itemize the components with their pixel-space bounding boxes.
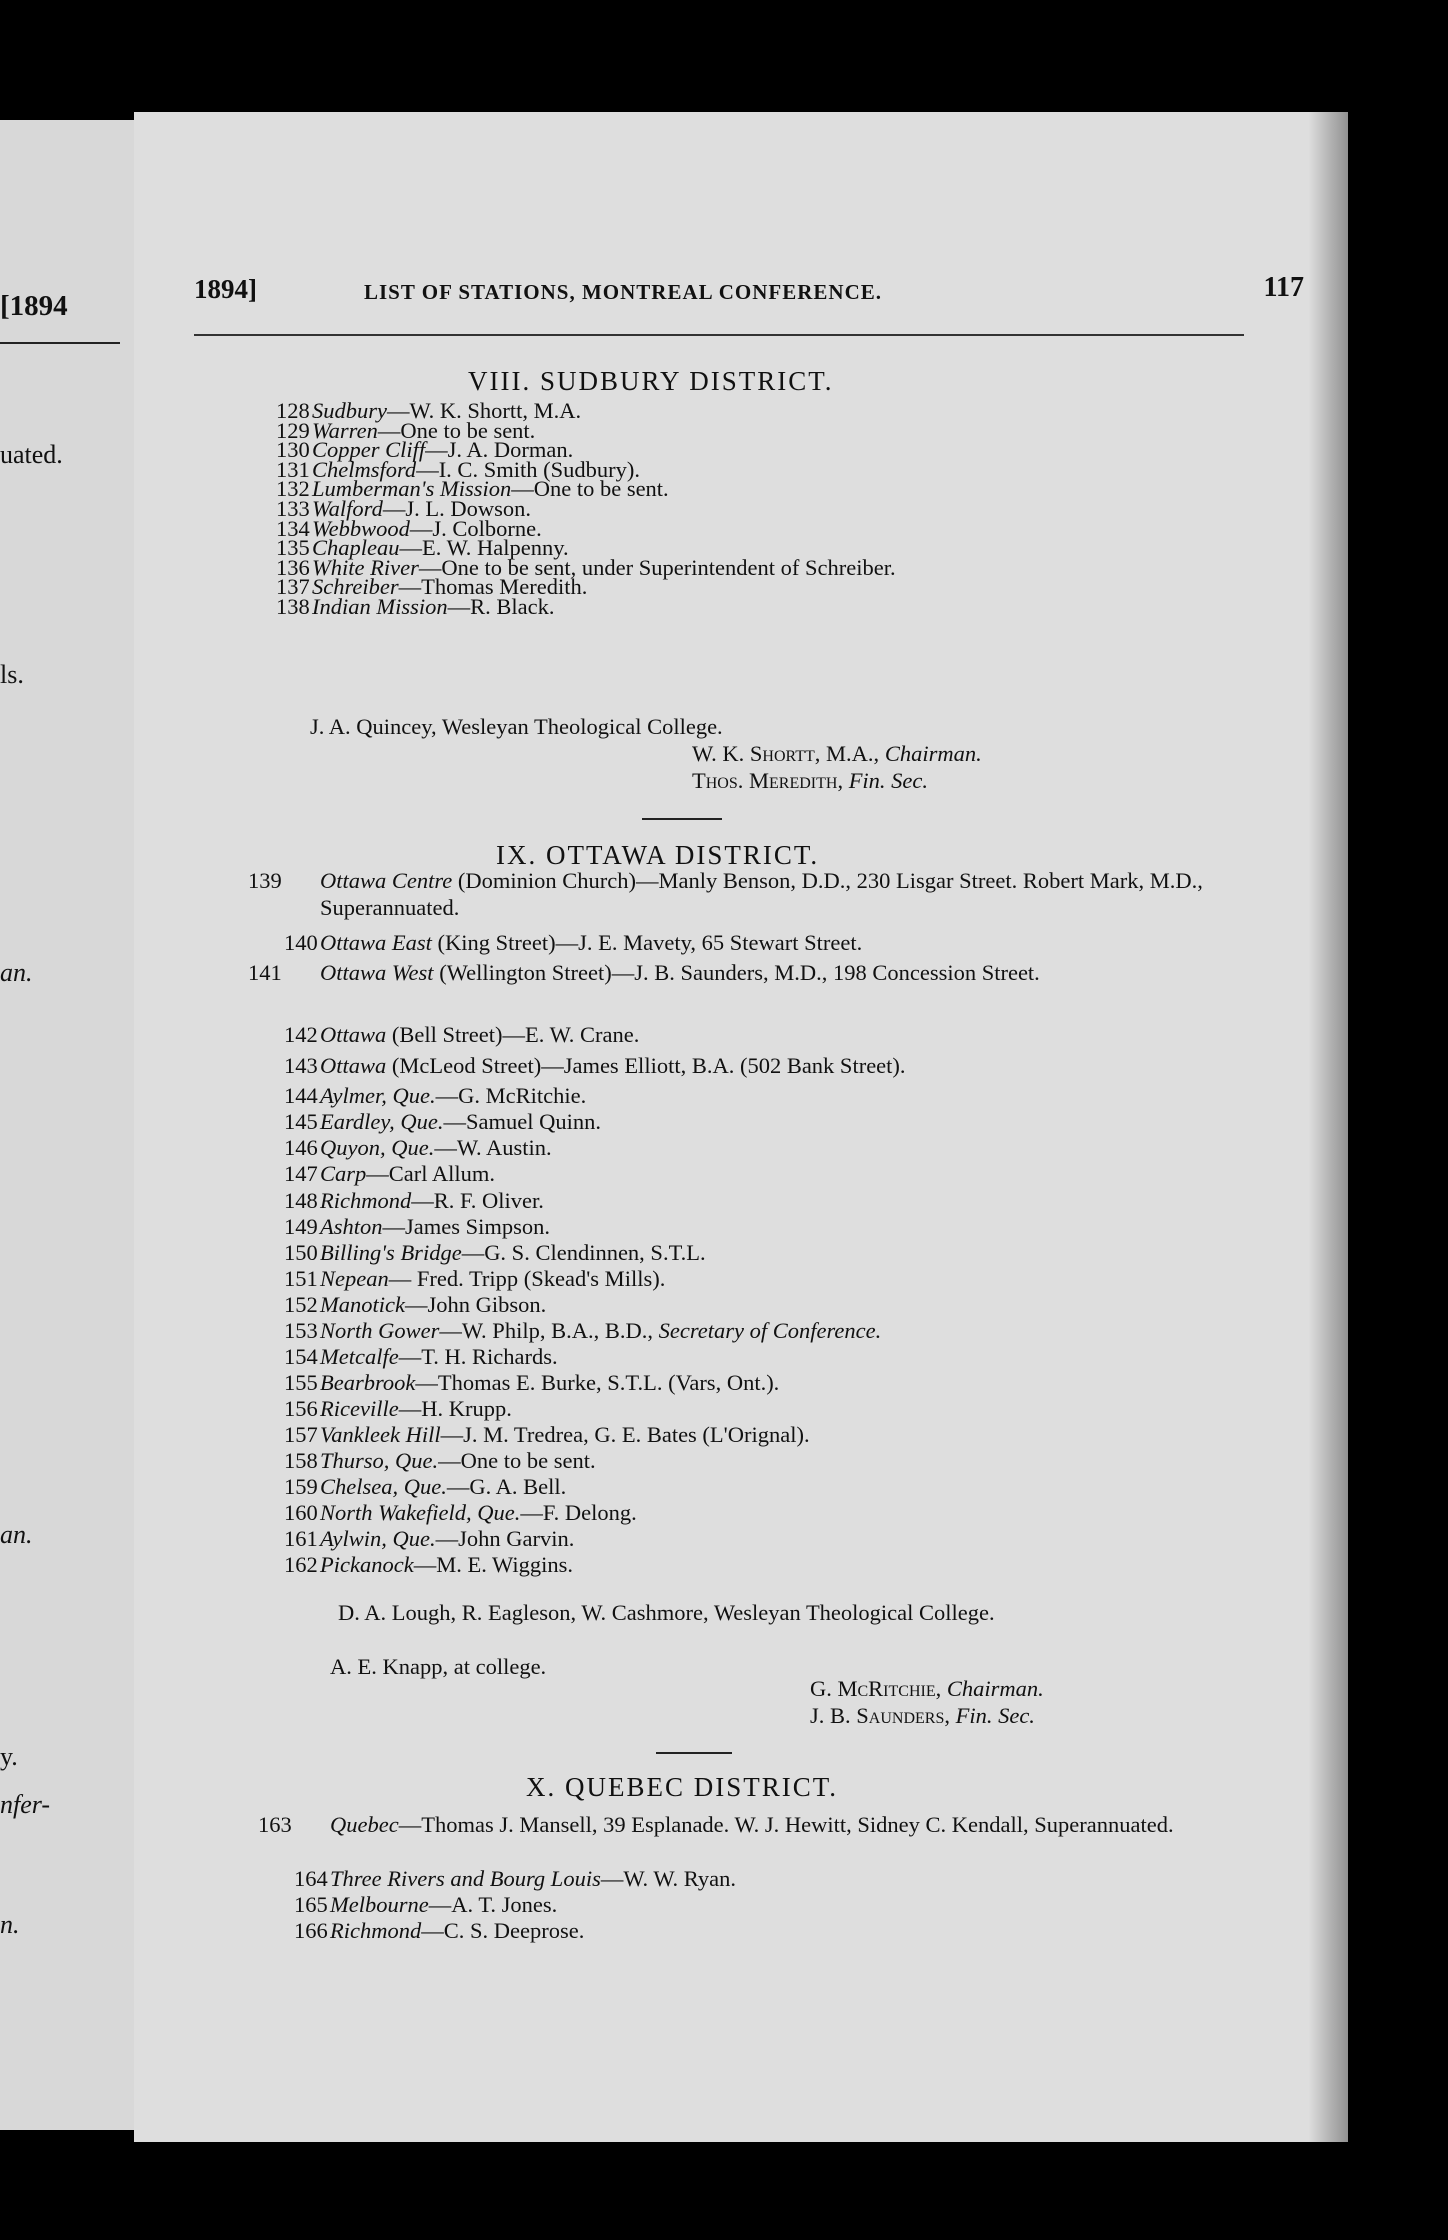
station-place: Webbwood <box>312 515 410 541</box>
station-number: 146 <box>284 1135 318 1160</box>
station-appointment: —G. McRitchie. <box>435 1083 587 1108</box>
station-entry <box>284 1474 566 1501</box>
facing-page-fragment: an. <box>0 958 33 987</box>
station-place: Chelmsford <box>312 456 417 482</box>
station-number: 135 <box>276 535 310 561</box>
station-entry <box>284 1318 881 1345</box>
station-place: Schreiber <box>312 574 399 600</box>
station-place: Walford <box>312 496 383 521</box>
district-chairman: W. K. Shortt, M.A., Chairman. <box>692 741 982 766</box>
station-place: White River <box>312 554 419 580</box>
station-number: 163 <box>258 1812 292 1837</box>
station-appointment: —Carl Allum. <box>366 1161 496 1186</box>
station-appointment: —A. T. Jones. <box>428 1892 558 1917</box>
station-entry <box>284 1266 665 1293</box>
station-appointment: —John Garvin. <box>435 1526 575 1551</box>
station-entry <box>284 1135 552 1162</box>
station-entry <box>284 1370 779 1397</box>
facing-page-rule <box>0 342 120 344</box>
station-entry <box>284 1422 810 1449</box>
station-appointment: —J. Colborne. <box>409 515 542 541</box>
station-appointment: —F. Delong. <box>520 1500 637 1525</box>
station-appointment: —Samuel Quinn. <box>443 1109 602 1134</box>
station-place: Eardley, Que. <box>320 1109 444 1134</box>
station-place: Chapleau <box>312 535 400 561</box>
station-office: Secretary of Conference. <box>658 1318 882 1343</box>
station-entry <box>284 1292 546 1319</box>
station-place: Sudbury <box>312 398 387 423</box>
station-place: Melbourne <box>330 1892 429 1917</box>
district-financial-secretary: Thos. Meredith, Fin. Sec. <box>692 768 929 793</box>
district-staff: J. A. Quincey, Wesleyan Theological College. <box>310 714 723 739</box>
station-place: Indian Mission <box>312 594 448 619</box>
station-place: Richmond <box>330 1918 422 1943</box>
station-number: 136 <box>276 554 310 580</box>
station-place: Richmond <box>320 1188 412 1213</box>
station-appointment: —M. E. Wiggins. <box>413 1552 574 1577</box>
station-place: Riceville <box>320 1396 399 1421</box>
station-number: 133 <box>276 496 310 521</box>
station-place: Pickanock <box>320 1552 414 1577</box>
station-place: Chelsea, Que. <box>320 1474 447 1499</box>
station-number: 145 <box>284 1109 318 1134</box>
station-place: North Wakefield, Que. <box>320 1500 521 1525</box>
station-number: 144 <box>284 1083 318 1108</box>
station-appointment: —H. Krupp. <box>398 1396 512 1421</box>
station-number: 153 <box>284 1318 318 1343</box>
station-place: Three Rivers and Bourg Louis <box>330 1866 601 1891</box>
district-staff: A. E. Knapp, at college. <box>330 1654 547 1679</box>
station-entry <box>284 1109 601 1136</box>
station-place: Quyon, Que. <box>320 1135 435 1160</box>
district-heading-ottawa: IX. OTTAWA DISTRICT. <box>496 840 820 870</box>
station-entry <box>284 1240 706 1267</box>
station-appointment: (McLeod Street)—James Elliott, B.A. (502 Bank Street). <box>386 1053 906 1078</box>
station-place: Thurso, Que. <box>320 1448 439 1473</box>
district-staff: D. A. Lough, R. Eagleson, W. Cashmore, Wesleyan Theological College. <box>338 1600 995 1625</box>
station-number: 128 <box>276 398 310 423</box>
station-number: 141 <box>248 960 282 985</box>
facing-page-fragment: y. <box>0 1742 18 1771</box>
station-appointment: —W. W. Ryan. <box>600 1866 736 1891</box>
facing-page-fragment: n. <box>0 1910 20 1939</box>
station-place: Aylmer, Que. <box>320 1083 436 1108</box>
station-number: 137 <box>276 574 310 600</box>
station-appointment: —J. L. Dowson. <box>382 496 531 521</box>
station-entry <box>284 1396 512 1423</box>
station-number: 132 <box>276 476 310 502</box>
station-entry <box>294 1918 584 1945</box>
running-head-year: 1894] <box>194 274 257 304</box>
station-number: 140 <box>284 930 318 955</box>
station-appointment: —G. S. Clendinnen, S.T.L. <box>461 1240 706 1265</box>
station-place: Copper Cliff <box>312 437 426 463</box>
station-appointment: —John Gibson. <box>404 1292 547 1317</box>
station-number: 159 <box>284 1474 318 1499</box>
district-heading-sudbury: VIII. SUDBURY DISTRICT. <box>468 366 834 396</box>
station-place: Warren <box>312 417 378 443</box>
station-entry <box>284 1083 586 1110</box>
station-number: 150 <box>284 1240 318 1265</box>
station-place: North Gower <box>320 1318 440 1343</box>
district-chairman: G. McRitchie, Chairman. <box>810 1676 1044 1701</box>
station-appointment: —One to be sent, under Superintendent of Schreiber. <box>418 554 896 580</box>
station-entry <box>284 1552 573 1579</box>
station-appointment: —One to be sent. <box>511 476 669 502</box>
station-number: 161 <box>284 1526 318 1551</box>
station-place: Carp <box>320 1161 367 1186</box>
station-number: 154 <box>284 1344 318 1369</box>
running-head <box>194 274 1304 318</box>
station-appointment: —T. H. Richards. <box>398 1344 558 1369</box>
station-number: 139 <box>248 868 282 893</box>
station-entry <box>294 1892 557 1919</box>
station-place: Ashton <box>320 1214 383 1239</box>
station-place: Manotick <box>320 1292 405 1317</box>
station-place: Nepean <box>320 1266 389 1291</box>
station-number: 134 <box>276 515 310 541</box>
station-number: 148 <box>284 1188 318 1213</box>
station-appointment: —One to be sent. <box>438 1448 596 1473</box>
station-appointment: —W. Philp, B.A., B.D., <box>439 1318 659 1343</box>
station-entry <box>284 1500 637 1527</box>
station-appointment: —E. W. Halpenny. <box>399 535 569 561</box>
station-entry <box>248 868 1320 921</box>
station-entry <box>284 1188 544 1215</box>
station-number: 166 <box>294 1918 328 1943</box>
station-appointment: (Dominion Church)—Manly Benson, D.D., 230 Lisgar Street. Robert Mark, M.D., Superannuated. <box>320 868 1203 920</box>
station-appointment: —One to be sent. <box>377 417 536 443</box>
district-heading-quebec: X. QUEBEC DISTRICT. <box>526 1772 838 1802</box>
station-number: 165 <box>294 1892 328 1917</box>
station-number: 131 <box>276 456 310 482</box>
station-appointment: —C. S. Deeprose. <box>421 1918 585 1943</box>
facing-page-fragment: ls. <box>0 660 24 689</box>
station-number: 138 <box>276 594 310 619</box>
station-place: Ottawa Centre <box>320 868 453 893</box>
station-entry <box>284 1053 906 1080</box>
station-place: Billing's Bridge <box>320 1240 462 1265</box>
station-place: Metcalfe <box>320 1344 399 1369</box>
station-appointment: —G. A. Bell. <box>446 1474 567 1499</box>
page-number: 117 <box>1263 272 1304 303</box>
station-appointment: (Bell Street)—E. W. Crane. <box>386 1022 640 1047</box>
station-place: Ottawa West <box>320 960 434 985</box>
station-number: 155 <box>284 1370 318 1395</box>
station-number: 130 <box>276 437 310 463</box>
station-appointment: (King Street)—J. E. Mavety, 65 Stewart Street. <box>431 930 863 955</box>
book-page <box>134 112 1348 2142</box>
station-place: Quebec <box>330 1812 399 1837</box>
station-entry <box>284 1022 639 1049</box>
facing-page-fragment: uated. <box>0 440 63 469</box>
facing-page-fragment: [1894 <box>0 290 68 322</box>
station-number: 160 <box>284 1500 318 1525</box>
station-appointment: —Thomas J. Mansell, 39 Esplanade. W. J. Hewitt, Sidney C. Kendall, Superannuated. <box>398 1812 1174 1837</box>
station-number: 164 <box>294 1866 328 1891</box>
station-number: 157 <box>284 1422 318 1447</box>
station-entry <box>284 930 862 957</box>
station-number: 162 <box>284 1552 318 1577</box>
header-rule <box>194 334 1244 336</box>
facing-page-fragment: an. <box>0 1520 33 1549</box>
station-entry <box>294 1866 736 1893</box>
station-number: 143 <box>284 1053 318 1078</box>
section-separator <box>642 818 722 820</box>
station-place: Ottawa East <box>320 930 432 955</box>
section-separator <box>656 1752 732 1754</box>
facing-page-fragment: nfer- <box>0 1790 51 1819</box>
station-entry <box>284 1526 574 1553</box>
station-place: Ottawa <box>320 1053 387 1078</box>
station-entry <box>258 1812 1320 1839</box>
station-number: 156 <box>284 1396 318 1421</box>
station-entry <box>276 594 555 621</box>
station-entry <box>284 1161 495 1188</box>
station-place: Ottawa <box>320 1022 387 1047</box>
station-number: 129 <box>276 417 310 443</box>
station-number: 147 <box>284 1161 318 1186</box>
station-number: 142 <box>284 1022 318 1047</box>
facing-page-edge <box>0 120 136 2130</box>
station-appointment: — Fred. Tripp (Skead's Mills). <box>388 1266 666 1291</box>
station-appointment: —W. Austin. <box>434 1135 552 1160</box>
station-entry <box>284 1214 550 1241</box>
station-number: 152 <box>284 1292 318 1317</box>
station-place: Bearbrook <box>320 1370 416 1395</box>
station-number: 149 <box>284 1214 318 1239</box>
station-appointment: (Wellington Street)—J. B. Saunders, M.D., 198 Concession Street. <box>433 960 1040 985</box>
station-appointment: —James Simpson. <box>382 1214 551 1239</box>
station-appointment: —J. M. Tredrea, G. E. Bates (L'Orignal). <box>440 1422 810 1447</box>
station-appointment: —J. A. Dorman. <box>425 437 574 463</box>
station-appointment: —Thomas E. Burke, S.T.L. (Vars, Ont.). <box>415 1370 780 1395</box>
station-place: Lumberman's Mission <box>312 476 512 502</box>
station-appointment: —R. F. Oliver. <box>411 1188 544 1213</box>
station-entry <box>284 1344 558 1371</box>
running-head-title: LIST OF STATIONS, MONTREAL CONFERENCE. <box>364 280 882 304</box>
station-appointment: —Thomas Meredith. <box>398 574 588 600</box>
station-entry <box>248 960 1320 987</box>
district-financial-secretary: J. B. Saunders, Fin. Sec. <box>810 1703 1035 1728</box>
station-appointment: —I. C. Smith (Sudbury). <box>416 456 640 482</box>
station-number: 158 <box>284 1448 318 1473</box>
station-appointment: —W. K. Shortt, M.A. <box>387 398 582 423</box>
station-place: Vankleek Hill <box>320 1422 441 1447</box>
station-place: Aylwin, Que. <box>320 1526 436 1551</box>
station-entry <box>284 1448 596 1475</box>
station-appointment: —R. Black. <box>447 594 555 619</box>
station-number: 151 <box>284 1266 318 1291</box>
